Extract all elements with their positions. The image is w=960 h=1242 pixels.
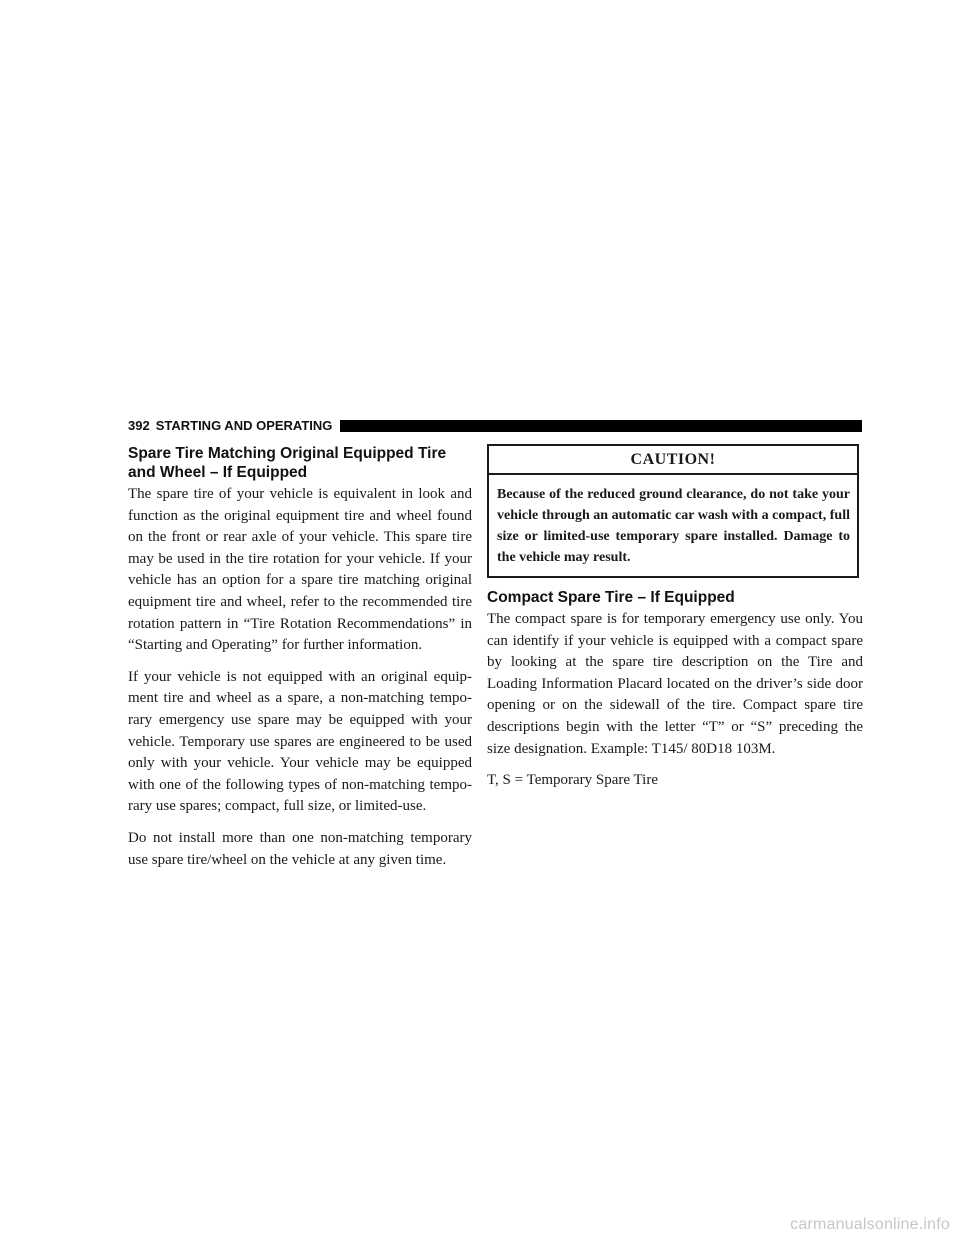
caution-title: CAUTION! [489, 446, 857, 475]
caution-box [487, 444, 859, 578]
section-title: STARTING AND OPERATING [155, 418, 333, 433]
header-rule [340, 420, 862, 432]
spare-matching-heading: Spare Tire Matching Original Equipped Tire and Wheel – If Equipped [128, 445, 447, 481]
paragraph: Do not install more than one non-matching temporary use spare tire/wheel on the vehicle at any given time. [128, 829, 472, 868]
watermark: carmanualsonline.info [790, 1216, 950, 1233]
page-header [128, 419, 862, 433]
paragraph: If your vehicle is not equipped with an original equip-ment tire and wheel as a spare, a non-matching tempo-rary emergency use spare may be equipped with your vehicle. Temporary use spares are engineered to be used only with your vehicle. Your vehicle may be equipped with one of the following types of non-matching tempo-rary use spares; compact, full size, or limited-use. [128, 668, 472, 815]
compact-spare-heading: Compact Spare Tire – If Equipped [487, 589, 735, 606]
right-column [487, 444, 863, 802]
page-number: 392 [128, 418, 150, 433]
caution-body: Because of the reduced ground clearance, do not take your vehicle through an automatic car wash with a compact, full size or limited-use temporary spare installed. Damage to the vehicle may result. [497, 487, 850, 565]
left-column [128, 444, 472, 881]
paragraph: The compact spare is for temporary emergency use only. You can identify if your vehicle is equipped with a compact spare by looking at the spare tire description on the Tire and Loading Information Placard located on the driver’s side door opening or on the sidewall of the tire. Compact spare tire descriptions begin with the letter “T” or “S” preceding the size designation. Example: T145/ 80D18 103M. [487, 611, 863, 757]
paragraph: T, S = Temporary Spare Tire [487, 772, 659, 789]
paragraph: The spare tire of your vehicle is equivalent in look and function as the original equipment tire and wheel found on the front or rear axle of your vehicle. This spare tire may be used in the tire rotation for your vehicle. If your vehicle has an option for a spare tire matching original equipment tire and wheel, refer to the recommended tire rotation pattern in “Tire Rotation Recommendations” in “Starting and Operating” for further information. [128, 486, 472, 654]
